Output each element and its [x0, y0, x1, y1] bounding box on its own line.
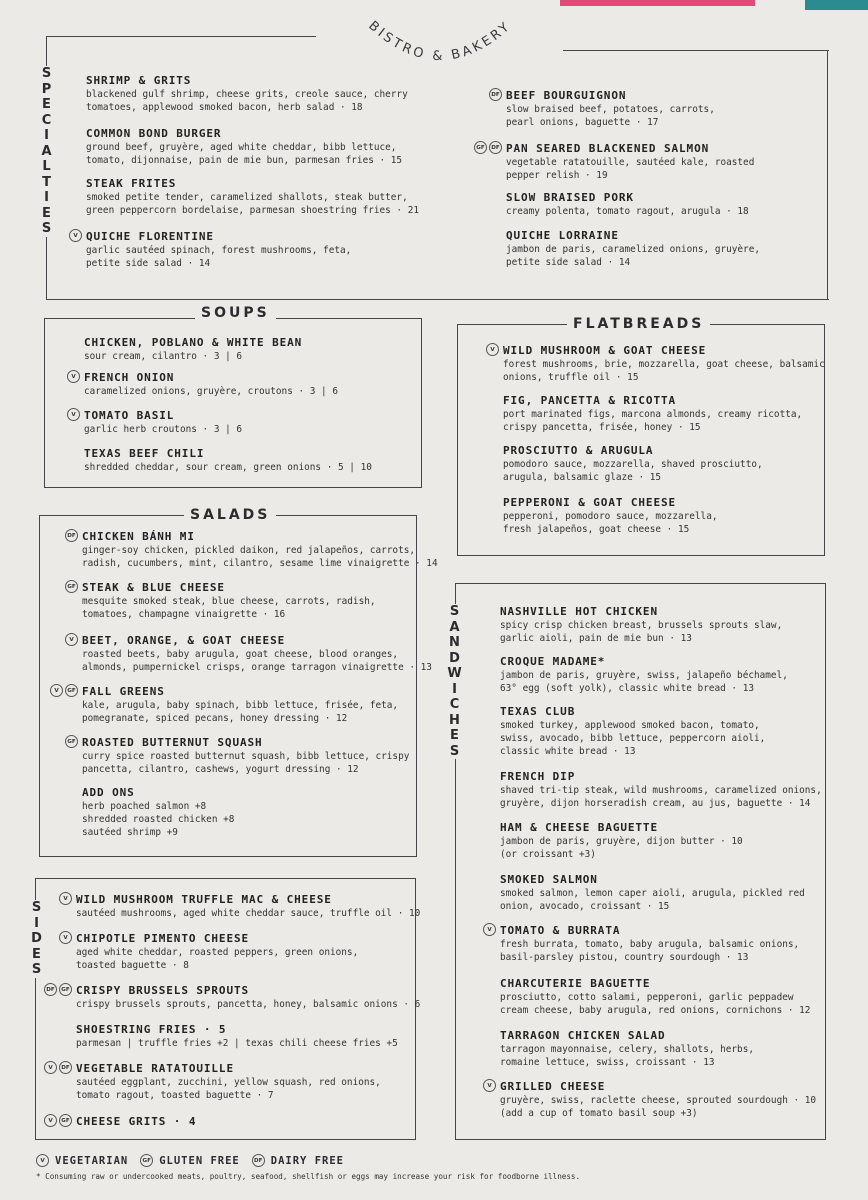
menu-item-description: tarragon mayonnaise, celery, shallots, herbs, romaine lettuce, swiss, croissant · 13 — [500, 1044, 754, 1068]
menu-item-name: FALL GREENS — [82, 685, 165, 698]
menu-item-name: VEGETABLE RATATOUILLE — [76, 1062, 234, 1075]
menu-item-description: jambon de paris, caramelized onions, gruyère, petite side salad · 14 — [506, 244, 760, 268]
menu-item — [48, 1115, 197, 1128]
dairy-free-icon: DF — [252, 1154, 265, 1167]
menu-item-name: QUICHE LORRAINE — [506, 229, 619, 242]
menu-item-name: TOMATO BASIL — [84, 409, 175, 422]
menu-item-description: forest mushrooms, brie, mozzarella, goat cheese, balsamic onions, truffle oil · 15 — [503, 359, 825, 383]
menu-item-description: herb poached salmon +8 shredded roasted chicken +8 sautéed shrimp +9 — [82, 801, 235, 838]
menu-item-description: ground beef, gruyère, aged white cheddar, bibb lettuce, tomato, dijonnaise, pain de mie bun, parmesan fries · 15 — [86, 142, 403, 166]
flatbreads-title: FLATBREADS — [567, 316, 710, 332]
sandwiches-title: S A N D W I C H E S — [447, 604, 463, 759]
gluten-free-icon: GF — [65, 580, 78, 593]
menu-item — [86, 127, 402, 167]
menu-item — [506, 191, 749, 218]
menu-item — [491, 89, 715, 129]
menu-item-description: prosciutto, cotto salami, pepperoni, garlic peppadew cream cheese, baby arugula, red onions, cornichons · 12 — [500, 992, 811, 1016]
specialties-bottom-border — [46, 299, 829, 300]
menu-item — [503, 496, 717, 536]
vegetarian-icon: V — [69, 229, 82, 242]
legend-label: GLUTEN FREE — [159, 1154, 240, 1167]
menu-item-name: QUICHE FLORENTINE — [86, 230, 214, 243]
menu-item-description: shaved tri-tip steak, wild mushrooms, caramelized onions, gruyère, dijon horseradish cream, au jus, baguette · 14 — [500, 785, 822, 809]
dairy-free-icon: DF — [59, 1061, 72, 1074]
menu-item-description: aged white cheddar, roasted peppers, green onions, toasted baguette · 8 — [76, 947, 359, 971]
menu-item-name: ADD ONS — [82, 786, 135, 799]
menu-item-description: caramelized onions, gruyère, croutons · 3 | 6 — [84, 386, 338, 397]
menu-item-description: roasted beets, baby arugula, goat cheese, blood oranges, almonds, pumpernickel crisps, orange tarragon vinaigrette · 13 — [82, 649, 432, 673]
dairy-free-icon: DF — [44, 983, 57, 996]
menu-item-description: garlic sautéed spinach, forest mushrooms, feta, petite side salad · 14 — [86, 245, 352, 269]
menu-item — [46, 984, 421, 1011]
menu-item-description: sour cream, cilantro · 3 | 6 — [84, 351, 243, 362]
menu-item-name: CRISPY BRUSSELS SPROUTS — [76, 984, 250, 997]
menu-item-description: sautéed eggplant, zucchini, yellow squash, red onions, tomato ragout, toasted baguette · 7 — [76, 1077, 381, 1101]
menu-item — [506, 229, 760, 269]
menu-item-description: port marinated figs, marcona almonds, creamy ricotta, crispy pancetta, frisée, honey · 15 — [503, 409, 803, 433]
menu-item-name: ROASTED BUTTERNUT SQUASH — [82, 736, 263, 749]
menu-item-name: PAN SEARED BLACKENED SALMON — [506, 142, 710, 155]
vegetarian-icon: V — [483, 1079, 496, 1092]
menu-item-name: CHARCUTERIE BAGUETTE — [500, 977, 651, 990]
sides-title: S I D E S — [28, 900, 46, 978]
menu-item-name: FRENCH ONION — [84, 371, 175, 384]
vegetarian-icon: V — [59, 931, 72, 944]
specialties-right-border — [827, 50, 828, 300]
menu-item-description: fresh burrata, tomato, baby arugula, balsamic onions, basil-parsley pistou, country sourdough · 13 — [500, 939, 800, 963]
legend-label: DAIRY FREE — [270, 1154, 344, 1167]
menu-item-name: NASHVILLE HOT CHICKEN — [500, 605, 658, 618]
menu-item — [67, 581, 376, 621]
legend-entry — [252, 1154, 344, 1167]
menu-item-name: GRILLED CHEESE — [500, 1080, 606, 1093]
menu-item — [63, 932, 359, 972]
menu-item-name: SMOKED SALMON — [500, 873, 598, 886]
menu-item — [500, 705, 765, 758]
menu-item-description: creamy polenta, tomato ragout, arugula · 18 — [506, 206, 749, 217]
vegetarian-icon: V — [36, 1154, 49, 1167]
menu-item — [69, 634, 432, 674]
menu-item-name: SLOW BRAISED PORK — [506, 191, 634, 204]
menu-item-description: curry spice roasted butternut squash, bibb lettuce, crispy pancetta, cilantro, cashews, yogurt dressing · 12 — [82, 751, 410, 775]
menu-item-name: SHRIMP & GRITS — [86, 74, 192, 87]
footnote: * Consuming raw or undercooked meats, poultry, seafood, shellfish or eggs may increase your risk for foodborne illness. — [36, 1172, 581, 1181]
menu-item-description: ginger-soy chicken, pickled daikon, red jalapeños, carrots, radish, cucumbers, mint, cilantro, sesame lime vinaigrette · 14 — [82, 545, 438, 569]
menu-item-description: blackened gulf shrimp, cheese grits, creole sauce, cherry tomatoes, applewood smoked bacon, herb salad · 18 — [86, 89, 408, 113]
menu-item-name: TARRAGON CHICKEN SALAD — [500, 1029, 666, 1042]
menu-item-name: FRENCH DIP — [500, 770, 576, 783]
menu-item-description: smoked salmon, lemon caper aioli, arugula, pickled red onion, avocado, croissant · 15 — [500, 888, 805, 912]
menu-item — [500, 770, 822, 810]
menu-item-name: BEEF BOURGUIGNON — [506, 89, 627, 102]
menu-item — [500, 977, 810, 1017]
menu-item — [500, 655, 788, 695]
menu-item-name: WILD MUSHROOM & GOAT CHEESE — [503, 344, 707, 357]
menu-item-description: gruyère, swiss, raclette cheese, sprouted sourdough · 10 (add a cup of tomato basil soup +3) — [500, 1095, 817, 1119]
legend-label: VEGETARIAN — [55, 1154, 129, 1167]
vegetarian-icon: V — [486, 343, 499, 356]
menu-item-description: jambon de paris, gruyère, swiss, jalapeño béchamel, 63° egg (soft yolk), classic white bread · 13 — [500, 670, 788, 694]
dairy-free-icon: DF — [65, 529, 78, 542]
dairy-free-icon: DF — [489, 141, 502, 154]
menu-item-name: CHICKEN BÁNH MI — [82, 530, 195, 543]
soups-title: SOUPS — [195, 305, 276, 321]
menu-item-description: spicy crisp chicken breast, brussels sprouts slaw, garlic aioli, pain de mie bun · 13 — [500, 620, 783, 644]
menu-item — [500, 873, 805, 913]
specialties-top-line-left — [46, 36, 316, 37]
menu-item-description: crispy brussels sprouts, pancetta, honey, balsamic onions · 6 — [76, 999, 421, 1010]
menu-item-name: BEET, ORANGE, & GOAT CHEESE — [82, 634, 286, 647]
gluten-free-icon: GF — [474, 141, 487, 154]
menu-item — [76, 1023, 398, 1050]
menu-item — [73, 230, 352, 270]
menu-item — [71, 409, 243, 436]
legend-entry — [140, 1154, 240, 1167]
menu-item-name: CHEESE GRITS · 4 — [76, 1115, 197, 1128]
menu-item — [63, 893, 421, 920]
vegetarian-icon: V — [67, 408, 80, 421]
menu-item-name: TEXAS CLUB — [500, 705, 576, 718]
specialties-top-line-right — [563, 50, 829, 51]
menu-item — [84, 336, 302, 363]
menu-item — [487, 1080, 817, 1120]
vegetarian-icon: V — [483, 923, 496, 936]
menu-item-description: shredded cheddar, sour cream, green onions · 5 | 10 — [84, 462, 372, 473]
vegetarian-icon: V — [59, 892, 72, 905]
vegetarian-icon: V — [67, 370, 80, 383]
gluten-free-icon: GF — [59, 1114, 72, 1127]
menu-item-description: sautéed mushrooms, aged white cheddar sauce, truffle oil · 10 — [76, 908, 421, 919]
menu-item-name: CHICKEN, POBLANO & WHITE BEAN — [84, 336, 303, 349]
gluten-free-icon: GF — [65, 684, 78, 697]
specialties-title: S P E C I A L T I E S — [38, 66, 56, 237]
menu-item — [503, 394, 802, 434]
legend-entry — [36, 1154, 128, 1167]
menu-item — [503, 444, 763, 484]
menu-item — [500, 821, 743, 861]
menu-item — [86, 177, 419, 217]
menu-item-description: slow braised beef, potatoes, carrots, pearl onions, baguette · 17 — [506, 104, 715, 128]
menu-item-name: FIG, PANCETTA & RICOTTA — [503, 394, 677, 407]
menu-item — [54, 685, 399, 725]
svg-text:BISTRO & BAKERY: BISTRO & BAKERY — [365, 18, 515, 65]
vegetarian-icon: V — [44, 1114, 57, 1127]
top-teal-bar — [805, 0, 868, 10]
menu-item-name: HAM & CHEESE BAGUETTE — [500, 821, 658, 834]
menu-item-name: WILD MUSHROOM TRUFFLE MAC & CHEESE — [76, 893, 332, 906]
gluten-free-icon: GF — [65, 735, 78, 748]
menu-item — [500, 605, 782, 645]
menu-item-name: CROQUE MADAME* — [500, 655, 606, 668]
menu-item — [71, 371, 338, 398]
menu-item-name: TEXAS BEEF CHILI — [84, 447, 205, 460]
menu-item-description: pepperoni, pomodoro sauce, mozzarella, fresh jalapeños, goat cheese · 15 — [503, 511, 718, 535]
vegetarian-icon: V — [50, 684, 63, 697]
menu-item — [500, 1029, 754, 1069]
menu-item — [86, 74, 408, 114]
menu-item-description: mesquite smoked steak, blue cheese, carrots, radish, tomatoes, champagne vinaigrette · 16 — [82, 596, 376, 620]
menu-item — [84, 447, 372, 474]
menu-item-name: PEPPERONI & GOAT CHEESE — [503, 496, 677, 509]
menu-item — [476, 142, 755, 182]
menu-item-name: SHOESTRING FRIES · 5 — [76, 1023, 227, 1036]
menu-item-name: STEAK FRITES — [86, 177, 177, 190]
dairy-free-icon: DF — [489, 88, 502, 101]
menu-item-name: CHIPOTLE PIMENTO CHEESE — [76, 932, 250, 945]
menu-item — [48, 1062, 381, 1102]
top-pink-bar — [560, 0, 755, 6]
menu-item-name: COMMON BOND BURGER — [86, 127, 222, 140]
menu-item — [82, 786, 234, 839]
salads-title: SALADS — [184, 507, 276, 523]
menu-item-description: garlic herb croutons · 3 | 6 — [84, 424, 243, 435]
gluten-free-icon: GF — [59, 983, 72, 996]
menu-item-name: TOMATO & BURRATA — [500, 924, 621, 937]
dietary-legend — [36, 1154, 344, 1167]
menu-item-description: vegetable ratatouille, sautéed kale, roasted pepper relish · 19 — [506, 157, 755, 181]
vegetarian-icon: V — [65, 633, 78, 646]
menu-item — [487, 924, 800, 964]
menu-item-description: smoked turkey, applewood smoked bacon, tomato, swiss, avocado, bibb lettuce, peppercorn aioli, classic white bread · 13 — [500, 720, 766, 757]
menu-item — [490, 344, 825, 384]
menu-item — [67, 736, 410, 776]
menu-item — [67, 530, 438, 570]
vegetarian-icon: V — [44, 1061, 57, 1074]
menu-item-name: PROSCIUTTO & ARUGULA — [503, 444, 654, 457]
menu-item-name: STEAK & BLUE CHEESE — [82, 581, 225, 594]
menu-item-description: parmesan | truffle fries +2 | texas chili cheese fries +5 — [76, 1038, 398, 1049]
gluten-free-icon: GF — [140, 1154, 153, 1167]
menu-item-description: pomodoro sauce, mozzarella, shaved prosciutto, arugula, balsamic glaze · 15 — [503, 459, 763, 483]
menu-item-description: jambon de paris, gruyère, dijon butter · 10 (or croissant +3) — [500, 836, 743, 860]
menu-item-description: kale, arugula, baby spinach, bibb lettuce, frisée, feta, pomegranate, spiced pecans, honey dressing · 12 — [82, 700, 399, 724]
menu-item-description: smoked petite tender, caramelized shallots, steak butter, green peppercorn bordelaise, parmesan shoestring fries · 21 — [86, 192, 420, 216]
